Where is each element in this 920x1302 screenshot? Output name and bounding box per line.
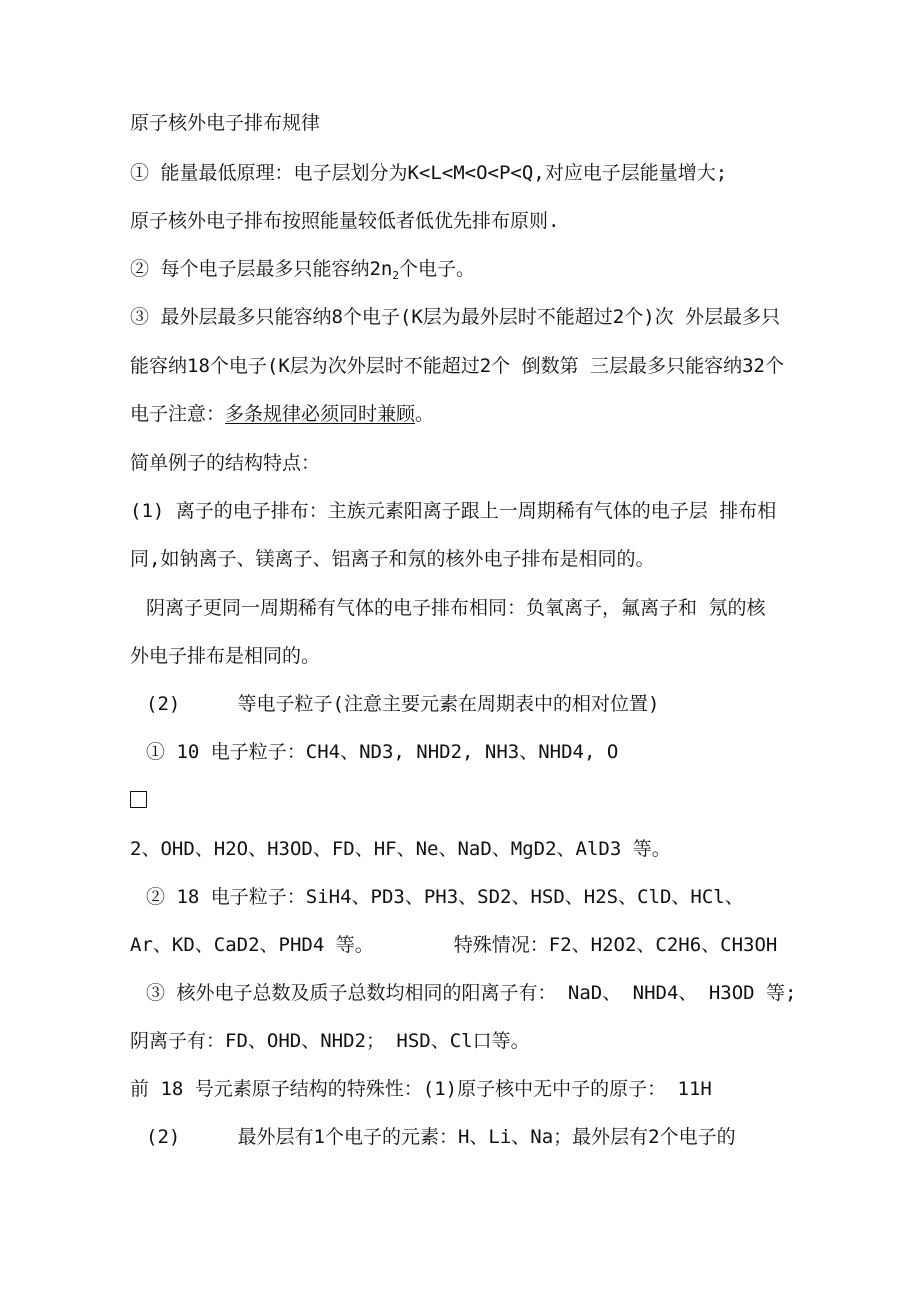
rule-3-continued: 能容纳18个电子(K层为次外层时不能超过2个 倒数第 三层最多只能容纳32个 [130,355,784,377]
missing-glyph-row [130,788,147,812]
eighteen-electron-particles: ② 18 电子粒子：SiH4、PD3、PH3、SD2、HSD、H2S、ClD、HCl、 [146,886,744,908]
outer-shell-one-electron: (2) 最外层有1个电子的元素：H、Li、Na；最外层有2个电子的 [146,1126,736,1148]
same-electrons-protons-anions: 阴离子有：FD、OHD、NHD2； HSD、Cl口等。 [130,1030,530,1052]
rule-3-outer-shell: ③ 最外层最多只能容纳8个电子(K层为最外层时不能超过2个)次 外层最多只 [130,306,781,328]
rule-1-energy-principle: ① 能量最低原理：电子层划分为K<L<M<O<P<Q,对应电子层能量增大; [130,162,728,184]
rule-2-subscript: 2 [392,269,399,282]
eighteen-electron-particles-cont: Ar、KD、CaD2、PHD4 等。 特殊情况：F2、H2O2、C2H6、CH3OH [130,934,778,956]
ion-electron-config-cont: 同,如钠离子、镁离子、铝离子和氖的核外电子排布是相同的。 [130,548,655,570]
note-underlined: 多条规律必须同时兼顾 [225,403,416,425]
doc-title: 原子核外电子排布规律 [130,112,321,134]
rule-2-text-b: 个电子。 [398,258,475,280]
note-label: 电子注意： [130,403,226,425]
ten-electron-particles-cont: 2、OHD、H2O、H3OD、FD、HF、Ne、NaD、MgD2、AlD3 等。 [130,838,671,860]
ion-electron-config: (1) 离子的电子排布：主族元素阳离子跟上一周期稀有气体的电子层 排布相 [130,500,777,522]
same-electrons-protons-cations: ③ 核外电子总数及质子总数均相同的阳离子有： NaD、 NHD4、 H3OD 等; [146,982,797,1004]
missing-glyph-box [130,791,147,808]
anion-electron-config-cont: 外电子排布是相同的。 [130,645,321,667]
rule-2-shell-capacity [130,257,475,284]
section-simple-examples: 简单例子的结构特点： [130,452,321,474]
note-end: 。 [415,403,435,425]
anion-electron-config: 阴离子更同一周期稀有气体的电子排布相同：负氧离子，氟离子和 氖的核 [146,597,766,619]
rule-note [130,402,434,426]
ten-electron-particles: ① 10 电子粒子：CH4、ND3, NHD2, NH3、NHD4, O [146,741,619,763]
isoelectronic-heading: (2) 等电子粒子(注意主要元素在周期表中的相对位置) [146,693,660,715]
rule-1-continued: 原子核外电子排布按照能量较低者低优先排布原则. [130,210,560,232]
rule-2-text-a: ② 每个电子层最多只能容纳2n [130,258,393,280]
first-18-elements-special: 前 18 号元素原子结构的特殊性：(1)原子核中无中子的原子： 11H [130,1078,712,1100]
